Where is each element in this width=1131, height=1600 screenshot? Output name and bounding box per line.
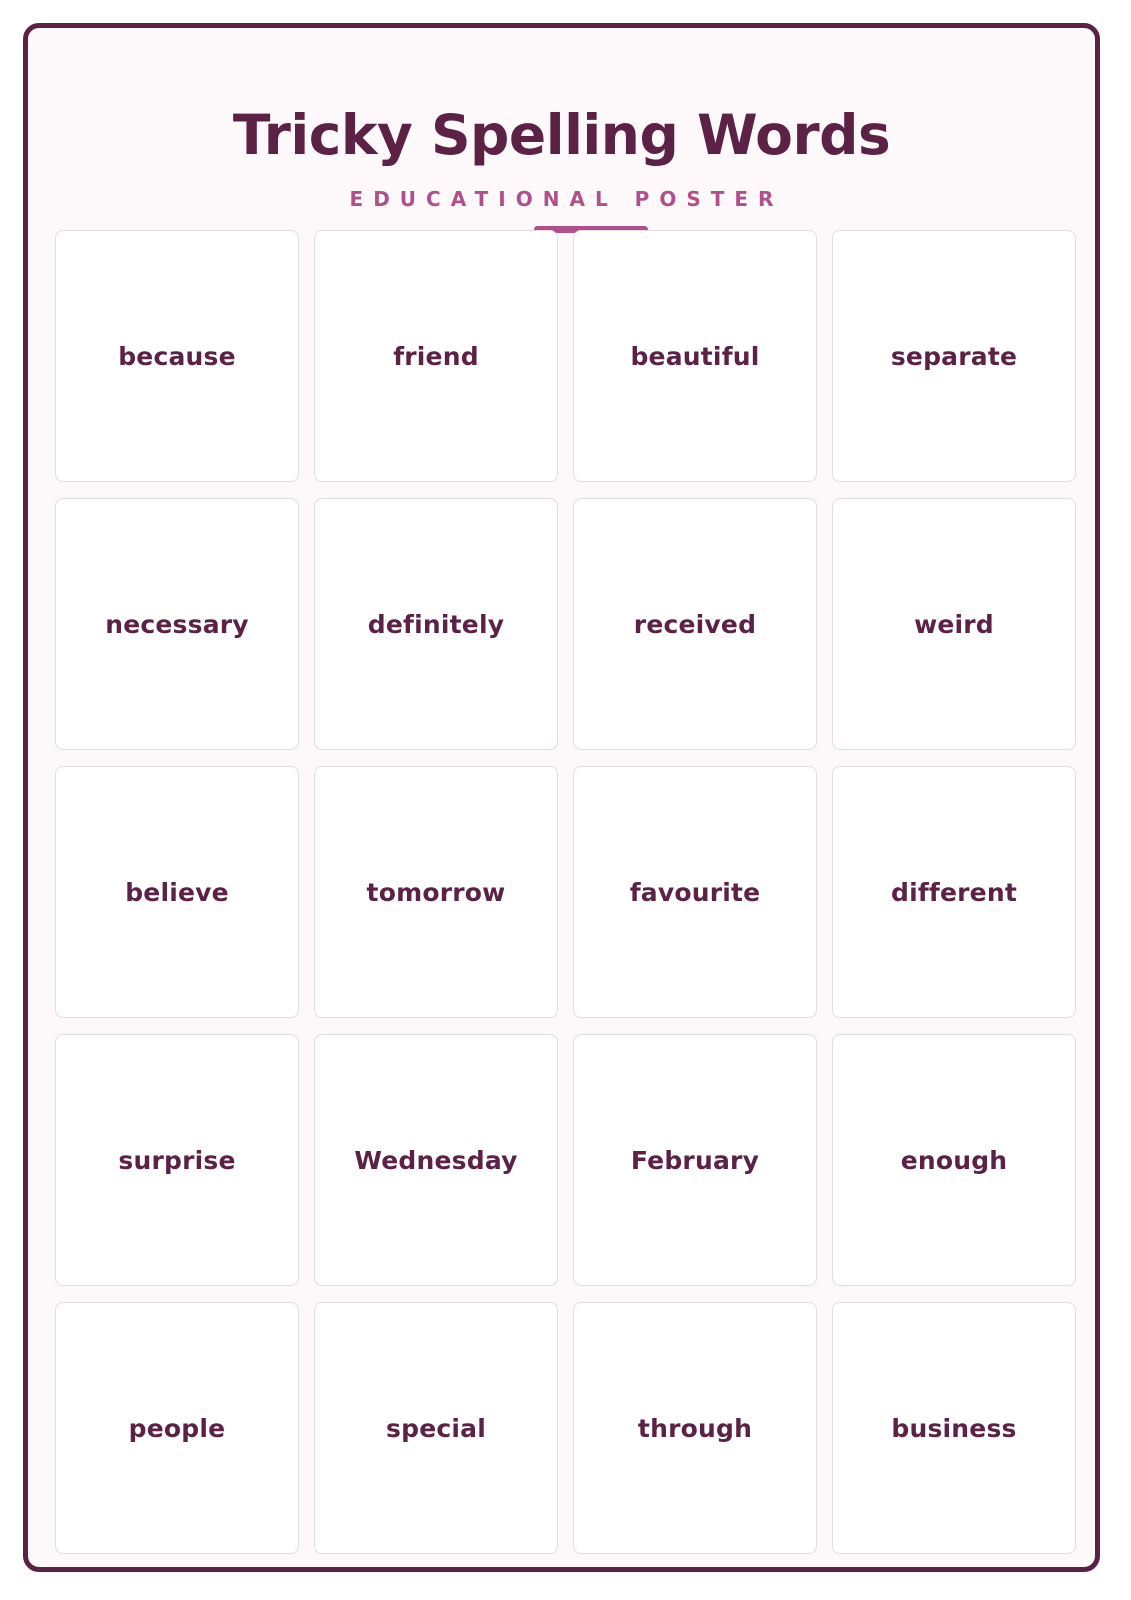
word-card [573,230,817,482]
word-text: different [890,877,1017,907]
word-text: special [386,1413,486,1443]
word-card [573,1034,817,1286]
word-text: through [637,1413,753,1443]
word-text: February [630,1145,760,1175]
poster-title: Tricky Spelling Words [232,103,891,167]
word-card [55,1034,299,1286]
word-text: people [128,1413,226,1443]
word-card [314,1302,558,1554]
word-card [573,1302,817,1554]
word-text: definitely [367,609,505,639]
word-text: believe [125,877,229,907]
word-text: tomorrow [366,877,506,907]
word-card [55,1302,299,1554]
word-text: favourite [629,877,761,907]
word-card [55,766,299,1018]
word-card [832,1034,1076,1286]
poster-subtitle: EDUCATIONAL POSTER [349,187,784,211]
word-text: because [118,341,236,371]
word-card [573,766,817,1018]
word-card [832,766,1076,1018]
word-text: surprise [118,1145,236,1175]
word-card [832,230,1076,482]
word-card [55,230,299,482]
word-text: received [633,609,757,639]
word-card [832,498,1076,750]
word-card [314,230,558,482]
word-text: necessary [105,609,249,639]
word-card [832,1302,1076,1554]
word-card [314,766,558,1018]
word-card-grid [55,230,1076,1556]
word-text: business [891,1413,1017,1443]
word-card [55,498,299,750]
word-text: separate [890,341,1018,371]
word-text: beautiful [630,341,760,371]
word-text: enough [900,1145,1008,1175]
word-card [314,498,558,750]
word-text: friend [393,341,479,371]
word-card [314,1034,558,1286]
word-text: Wednesday [354,1145,518,1175]
word-text: weird [914,609,994,639]
word-card [573,498,817,750]
